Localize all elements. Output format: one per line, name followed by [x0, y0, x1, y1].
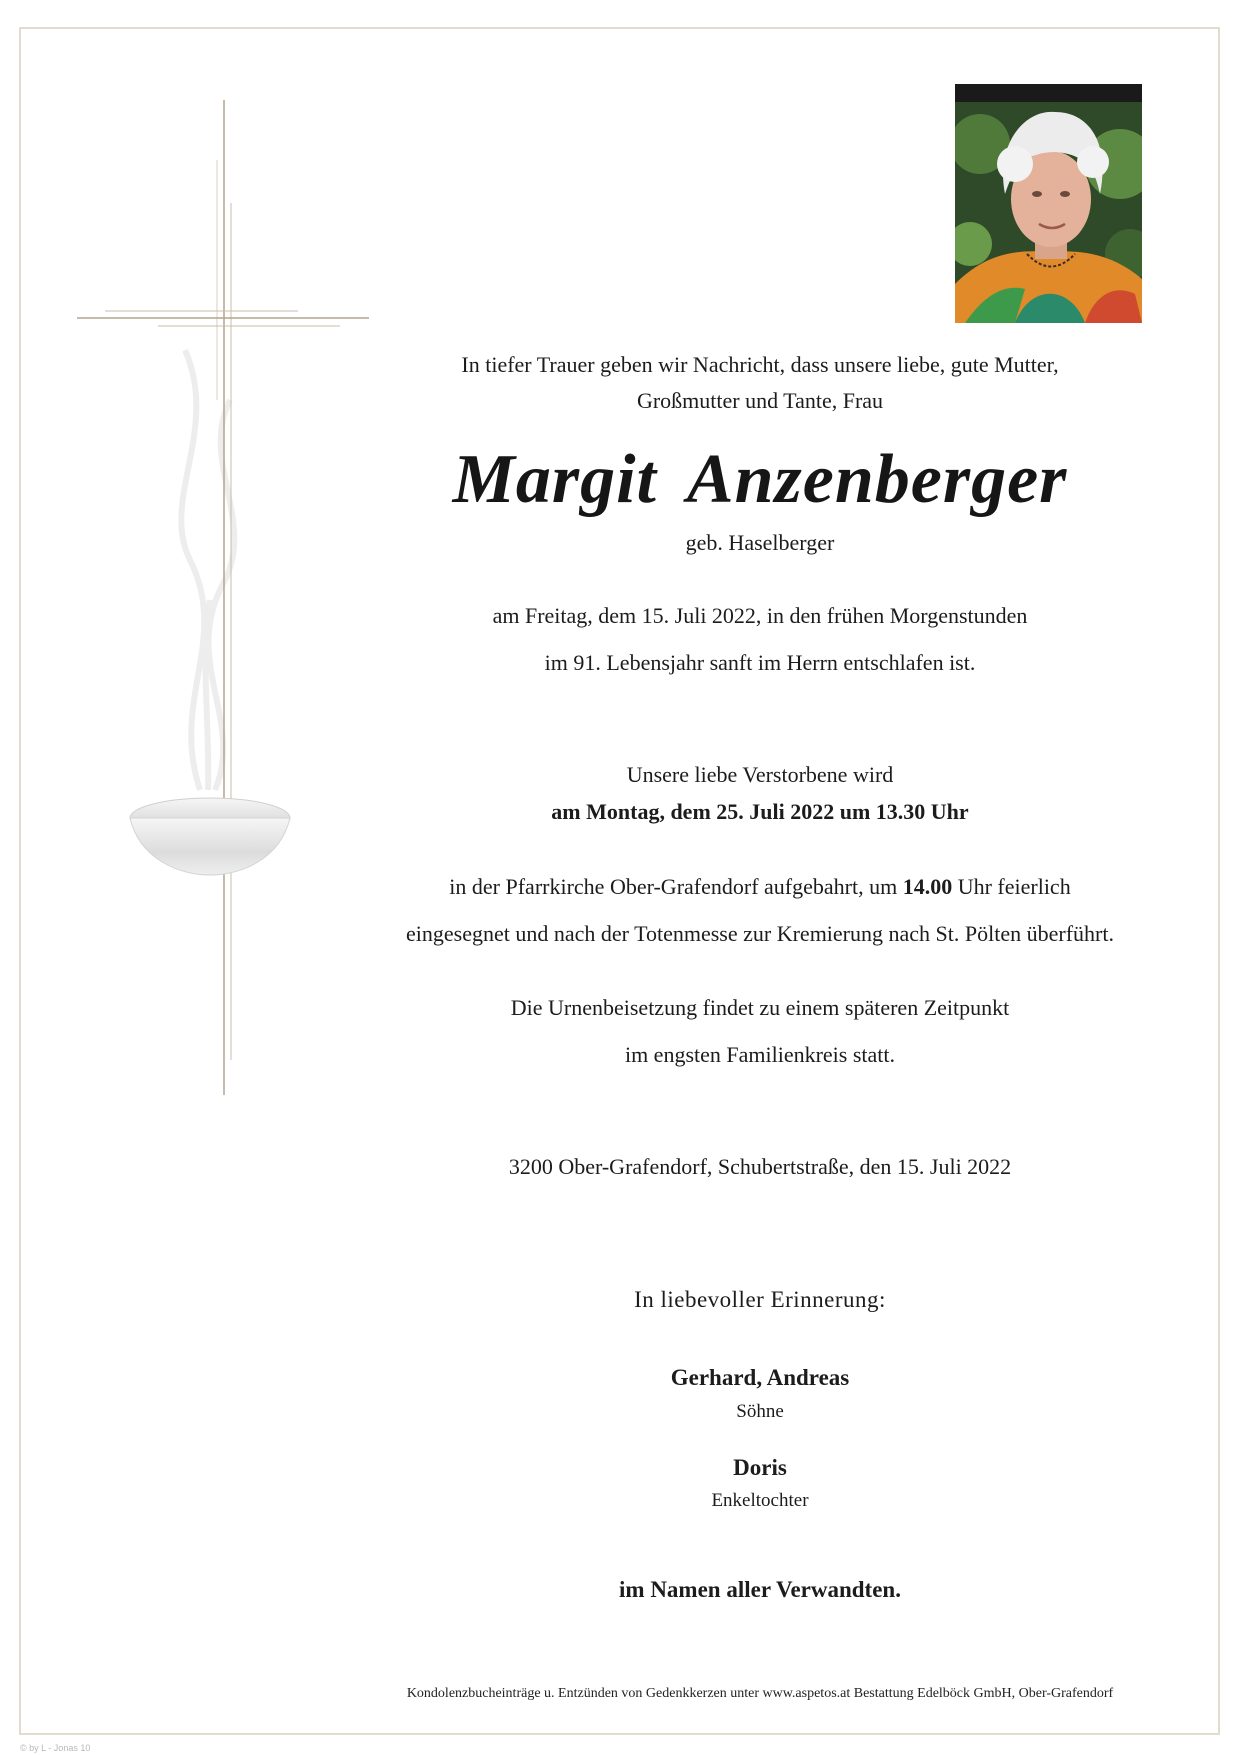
- mourner-relation-2: Enkeltochter: [711, 1490, 809, 1511]
- mourner-names-1: Gerhard, Andreas: [670, 1365, 850, 1390]
- copyright-mark: © by L - Jonas 10: [20, 1743, 91, 1753]
- closing-line: im Namen aller Verwandten.: [619, 1577, 901, 1602]
- memory-heading: In liebevoller Erinnerung:: [634, 1287, 886, 1312]
- cross-icon: [60, 100, 380, 1100]
- service-line-3-pre: in der Pfarrkirche Ober-Grafendorf aufgebahrt, um: [449, 874, 903, 899]
- service-line-3: [370, 872, 1150, 902]
- footer-note: Kondolenzbucheinträge u. Entzünden von Gedenkkerzen unter www.aspetos.at Bestattung Edelböck GmbH, Ober-Grafendorf: [406, 1686, 1114, 1701]
- intro-line-2: Großmutter und Tante, Frau: [636, 388, 884, 413]
- deceased-last-name: Anzenberger: [686, 441, 1068, 518]
- bowl-icon: [130, 798, 290, 875]
- urn-line-1: Die Urnenbeisetzung findet zu einem späteren Zeitpunkt: [510, 995, 1010, 1020]
- service-line-1: Unsere liebe Verstorbene wird: [626, 762, 894, 787]
- service-date-time: am Montag, dem 25. Juli 2022 um 13.30 Uhr: [551, 799, 969, 824]
- intro-line-1: In tiefer Trauer geben wir Nachricht, dass unsere liebe, gute Mutter,: [461, 352, 1059, 377]
- death-line-2: im 91. Lebensjahr sanft im Herrn entschlafen ist.: [544, 650, 976, 675]
- mourner-relation-1: Söhne: [736, 1401, 784, 1422]
- service-line-3-post: Uhr feierlich: [952, 874, 1071, 899]
- service-time-bold: 14.00: [902, 874, 953, 899]
- smoke-decoration: [181, 350, 234, 790]
- maiden-name: geb. Haselberger: [685, 530, 835, 555]
- death-line-1: am Freitag, dem 15. Juli 2022, in den frühen Morgenstunden: [492, 603, 1028, 628]
- deceased-first-name: Margit: [452, 441, 657, 518]
- urn-line-2: im engsten Familienkreis statt.: [624, 1042, 896, 1067]
- service-line-4: eingesegnet und nach der Totenmesse zur Kremierung nach St. Pölten überführt.: [406, 921, 1114, 946]
- mourner-names-2: Doris: [733, 1455, 787, 1480]
- deceased-name: [370, 440, 1150, 520]
- portrait-photo: [955, 84, 1142, 323]
- place-date: 3200 Ober-Grafendorf, Schubertstraße, den 15. Juli 2022: [508, 1154, 1012, 1179]
